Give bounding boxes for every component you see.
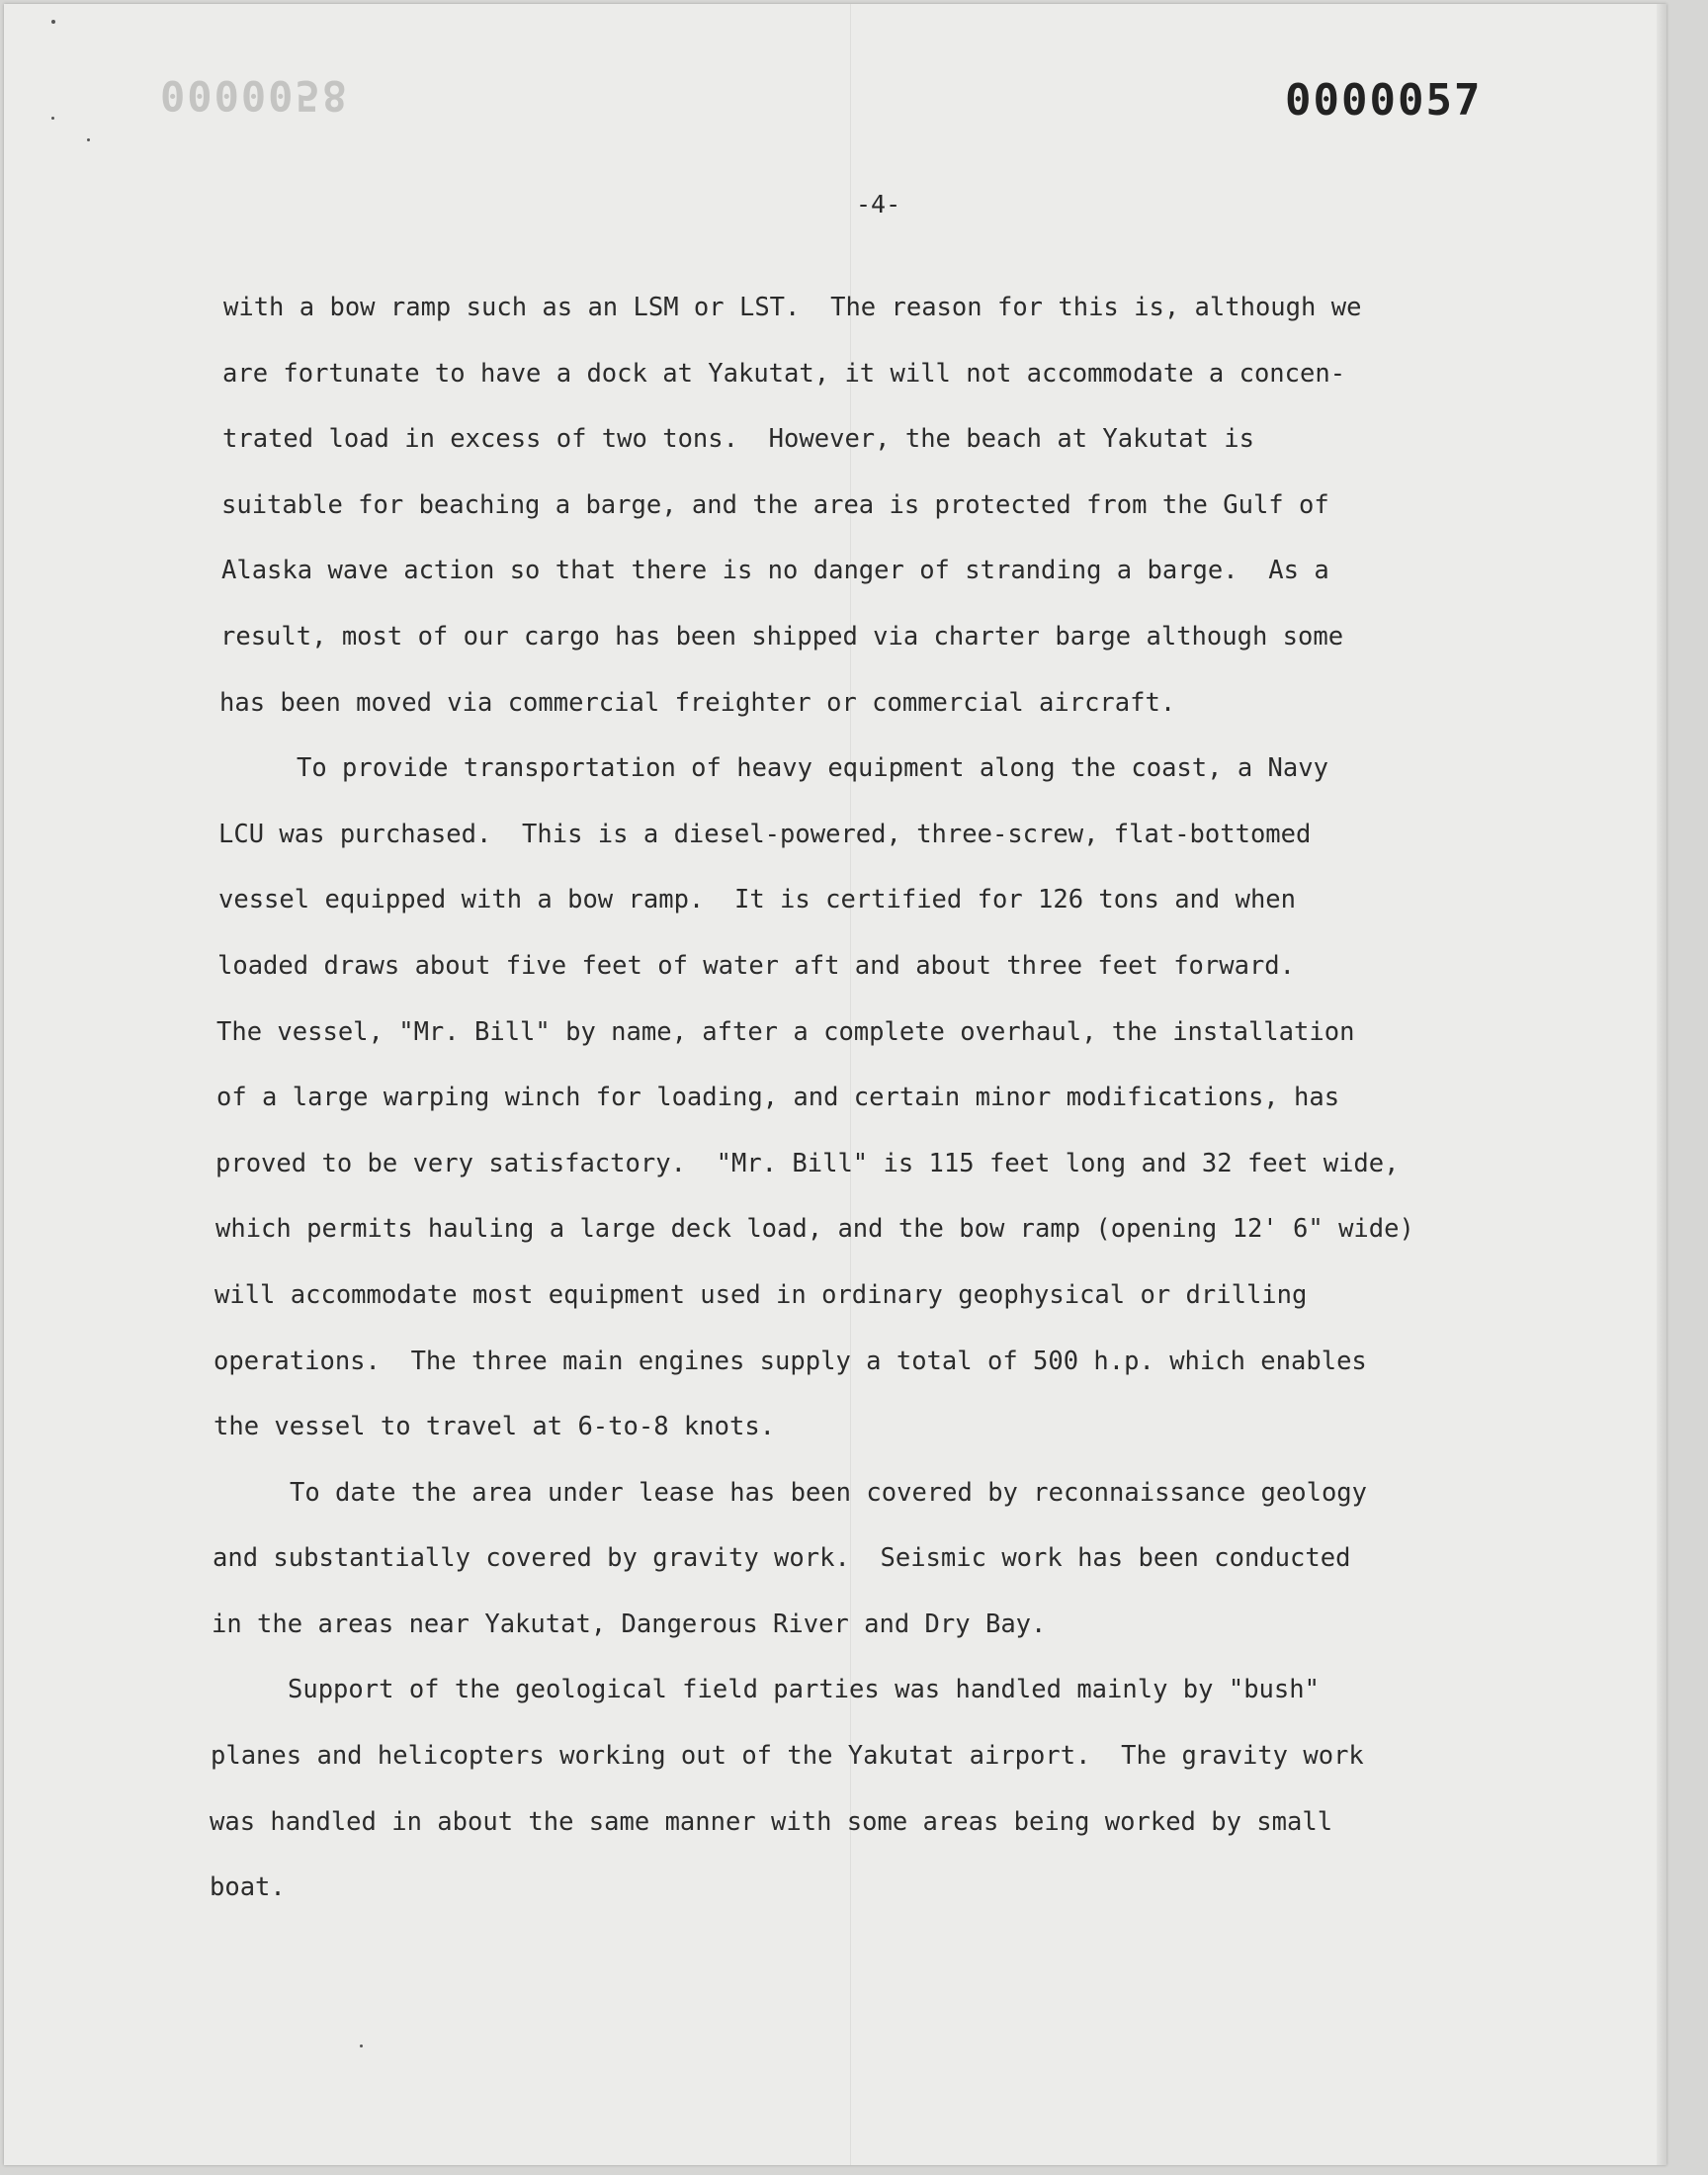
text-line: the vessel to travel at 6-to-8 knots. — [214, 1412, 776, 1442]
text-line: operations. The three main engines supply a total of 500 h.p. which enables — [214, 1346, 1367, 1376]
text-line: trated load in excess of two tons. However, the beach at Yakutat is — [222, 424, 1254, 455]
text-line: Alaska wave action so that there is no danger of stranding a barge. As a — [221, 556, 1329, 586]
text-line: To date the area under lease has been covered by reconnaissance geology — [290, 1477, 1368, 1508]
text-line: and substantially covered by gravity work. Seismic work has been conducted — [213, 1543, 1351, 1574]
text-line: proved to be very satisfactory. "Mr. Bill" is 115 feet long and 32 feet wide, — [215, 1148, 1400, 1178]
text-line: planes and helicopters working out of the Yakutat airport. The gravity work — [211, 1741, 1364, 1772]
text-line: are fortunate to have a dock at Yakutat, it will not accommodate a concen- — [222, 358, 1346, 389]
text-line: Support of the geological field parties was handled mainly by "bush" — [288, 1675, 1320, 1705]
page-number: -4- — [856, 190, 901, 218]
bates-number-stamp: 0000057 — [1285, 75, 1483, 126]
body-text — [210, 283, 1548, 1929]
speck — [51, 117, 54, 120]
text-line: To provide transportation of heavy equipment along the coast, a Navy — [297, 753, 1328, 784]
page-edge — [1657, 4, 1666, 2165]
text-line: The vessel, "Mr. Bill" by name, after a complete overhaul, the installation — [216, 1016, 1355, 1047]
text-line: in the areas near Yakutat, Dangerous River and Dry Bay. — [212, 1609, 1047, 1639]
speck — [51, 20, 55, 24]
text-line: of a large warping winch for loading, and certain minor modifications, has — [216, 1083, 1340, 1113]
text-line: was handled in about the same manner with some areas being worked by small — [210, 1806, 1333, 1837]
text-line: loaded draws about five feet of water aft and about three feet forward. — [217, 950, 1296, 981]
text-line: vessel equipped with a bow ramp. It is certified for 126 tons and when — [218, 885, 1297, 915]
speck — [360, 2044, 363, 2047]
document-page — [4, 4, 1666, 2165]
text-line: with a bow ramp such as an LSM or LST. The reason for this is, although we — [223, 293, 1362, 322]
speck — [87, 138, 90, 141]
text-line: suitable for beaching a barge, and the area is protected from the Gulf of — [221, 489, 1329, 520]
text-line: will accommodate most equipment used in ordinary geophysical or drilling — [214, 1279, 1308, 1310]
faint-bates-stamp: 0000058 — [160, 71, 350, 120]
text-line: which permits hauling a large deck load, and the bow ramp (opening 12' 6" wide) — [215, 1214, 1414, 1245]
text-line: boat. — [210, 1872, 286, 1903]
text-line: LCU was purchased. This is a diesel-powered, three-screw, flat-bottomed — [218, 819, 1312, 849]
text-line: has been moved via commercial freighter or commercial aircraft. — [219, 687, 1176, 718]
text-line: result, most of our cargo has been shipped via charter barge although some — [220, 621, 1344, 652]
